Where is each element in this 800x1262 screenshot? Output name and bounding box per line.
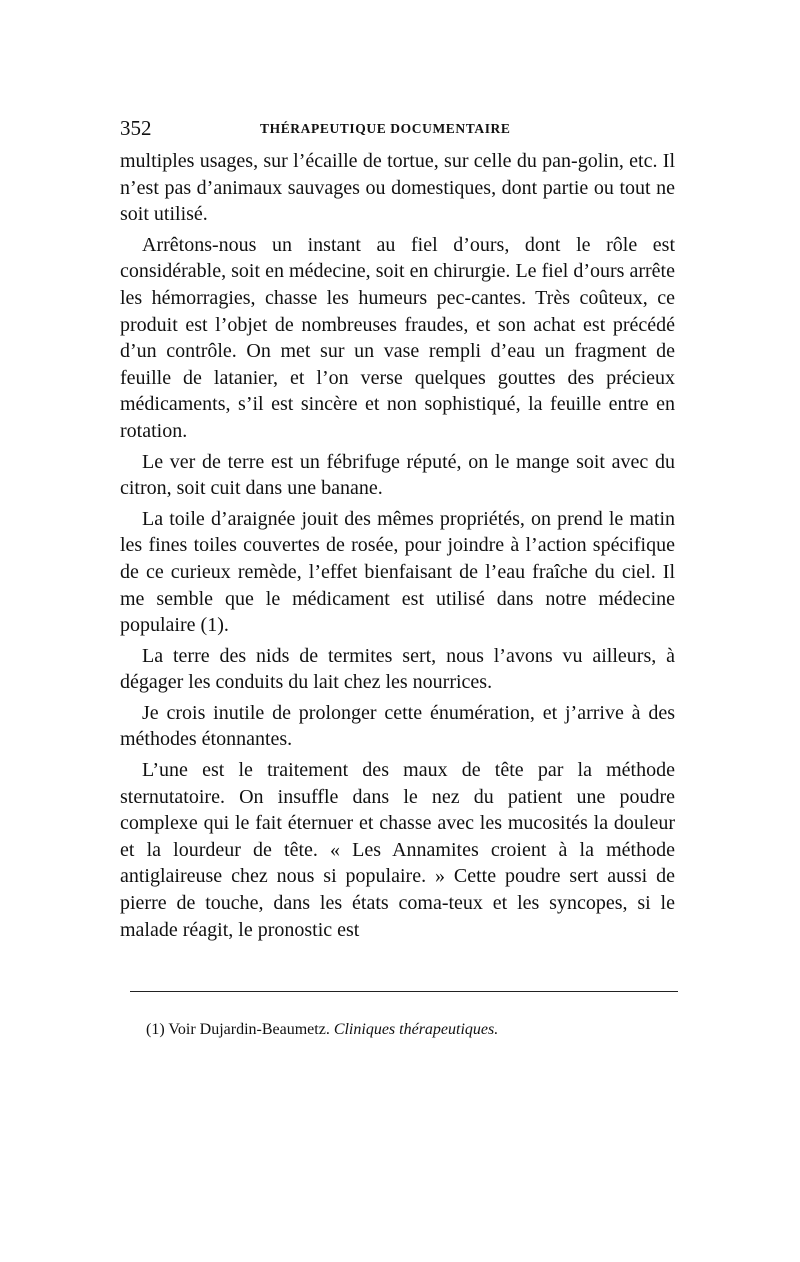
paragraph-bear-bile: Arrêtons-nous un instant au fiel d’ours, dont le rôle est considérable, soit en médecine, soit en chirurgie. Le fiel d’ours arrête les hémorragies, chasse les humeurs pec-cantes. Très coûteux, ce produit est l’objet de nombreuses fraudes, et son achat est précédé d’un contrôle. On met sur un vase rempli d’eau un fragment de feuille de latanier, et l’on verse quelques gouttes des précieux médicaments, s’il est sincère et non sophistiqué, la feuille entre en rotation. xyxy=(120,233,675,442)
running-head: THÉRAPEUTIQUE DOCUMENTAIRE xyxy=(260,121,511,136)
footnote-marker: (1) xyxy=(146,1021,165,1038)
body-text xyxy=(120,148,675,947)
paragraph-earthworm: Le ver de terre est un fébrifuge réputé, on le mange soit avec du citron, soit cuit dans une banane. xyxy=(120,450,675,500)
footnote-text: Voir Dujardin-Beaumetz. xyxy=(168,1021,330,1038)
footnote-divider xyxy=(130,991,678,992)
footnote-title: Cliniques thérapeutiques. xyxy=(333,1021,499,1038)
paragraph-sternutatory: L’une est le traitement des maux de tête par la méthode sternutatoire. On insuffle dans le nez du patient une poudre complexe qui le fait éternuer et chasse avec les mucosités la douleur et la lourdeur de tête. « Les Annamites croient à la méthode antiglaireuse chez nous si populaire. » Cette poudre sert aussi de pierre de touche, dans les états coma-teux et les syncopes, si le malade réagit, le pronostic est xyxy=(120,759,675,941)
paragraph-termite-earth: La terre des nids de termites sert, nous l’avons vu ailleurs, à dégager les conduits du lait chez les nourrices. xyxy=(120,644,675,694)
page-number: 352 xyxy=(120,116,152,140)
paragraph-spider-web: La toile d’araignée jouit des mêmes propriétés, on prend le matin les fines toiles couvertes de rosée, pour joindre à l’action spécifique de ce curieux remède, l’effet bienfaisant de l’eau fraîche du ciel. Il me semble que le médicament est utilisé dans notre médecine populaire (1). xyxy=(120,507,675,637)
paragraph-animal-uses: multiples usages, sur l’écaille de tortue, sur celle du pan-golin, etc. Il n’est pas d’animaux sauvages ou domestiques, dont partie ou tout ne soit utilisé. xyxy=(120,150,675,226)
footnote xyxy=(146,1019,676,1041)
page-header xyxy=(120,115,675,141)
paragraph-enumeration: Je crois inutile de prolonger cette énumération, et j’arrive à des méthodes étonnantes. xyxy=(120,701,675,751)
